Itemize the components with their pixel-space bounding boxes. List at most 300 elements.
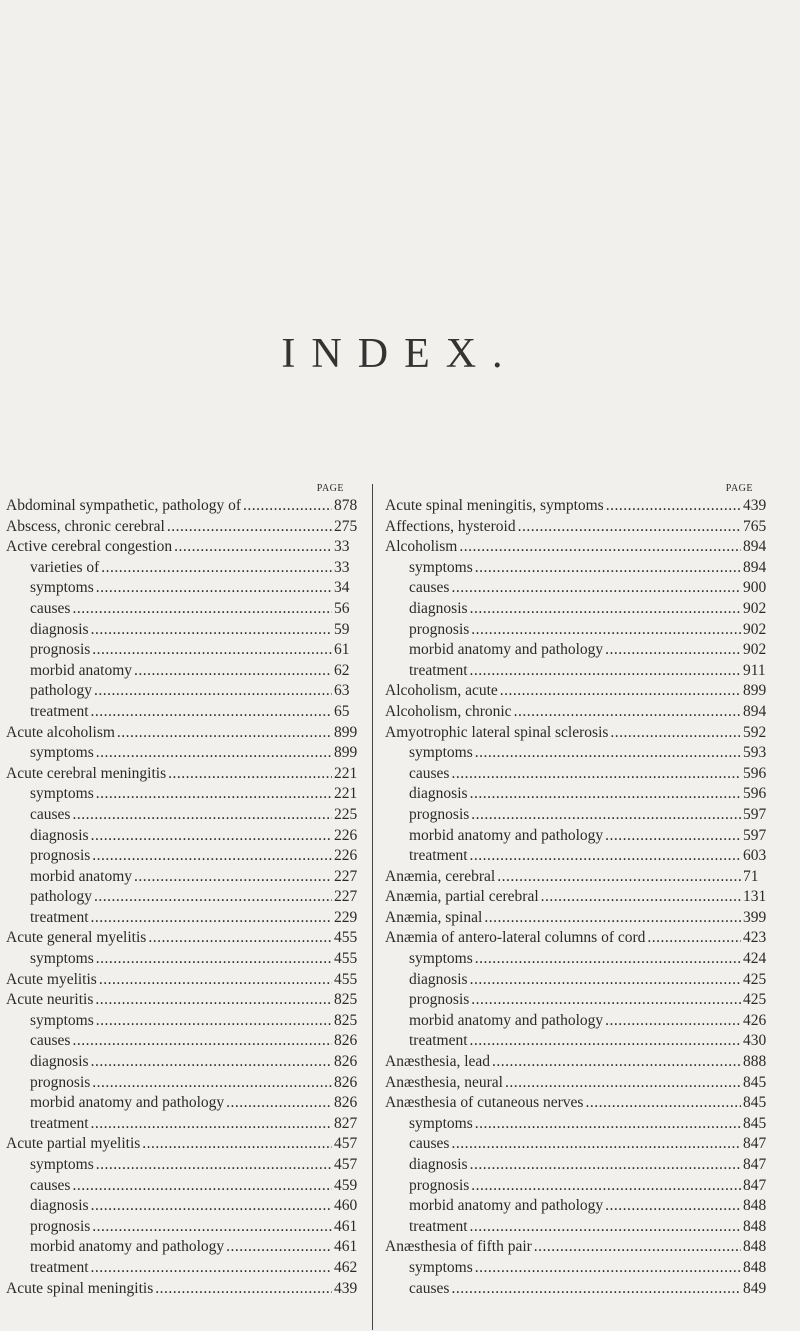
entry-page-number: 847 xyxy=(743,1135,767,1153)
entry-page-number: 226 xyxy=(334,847,358,865)
entry-page-number: 848 xyxy=(743,1238,767,1256)
entry-page-number: 827 xyxy=(334,1114,358,1132)
entry-page-number: 845 xyxy=(743,1094,767,1112)
dot-leader xyxy=(96,1155,332,1176)
entry-page-number: 902 xyxy=(743,620,767,638)
entry-page-number: 226 xyxy=(334,826,358,844)
entry-page-number: 227 xyxy=(334,867,358,885)
index-entry xyxy=(385,867,773,888)
index-entry xyxy=(385,496,773,517)
entry-page-number: 597 xyxy=(743,826,767,844)
index-entry xyxy=(385,702,773,723)
index-subentry xyxy=(6,743,364,764)
index-subentry xyxy=(6,681,364,702)
dot-leader xyxy=(471,805,741,826)
entry-term: symptoms xyxy=(30,579,94,597)
index-subentry xyxy=(385,743,773,764)
index-entries-right xyxy=(385,496,773,1299)
entry-page-number: 826 xyxy=(334,1032,358,1050)
dot-leader xyxy=(451,578,741,599)
entry-page-number: 825 xyxy=(334,991,358,1009)
index-subentry xyxy=(385,1011,773,1032)
entry-term: causes xyxy=(409,1279,450,1297)
column-divider xyxy=(372,484,373,1330)
index-subentry xyxy=(6,578,364,599)
entry-term: Alcoholism, acute xyxy=(385,682,498,700)
entry-term: symptoms xyxy=(30,744,94,762)
entry-term: prognosis xyxy=(409,1176,470,1194)
entry-term: Alcoholism, chronic xyxy=(385,702,512,720)
entry-page-number: 888 xyxy=(743,1053,767,1071)
dot-leader xyxy=(470,970,741,991)
entry-term: prognosis xyxy=(409,991,470,1009)
index-entry xyxy=(6,1279,364,1300)
entry-page-number: 221 xyxy=(334,785,358,803)
index-entries-left xyxy=(6,496,364,1299)
dot-leader xyxy=(497,867,741,888)
entry-term: Abscess, chronic cerebral xyxy=(6,517,165,535)
dot-leader xyxy=(514,702,741,723)
entry-page-number: 848 xyxy=(743,1217,767,1235)
entry-term: diagnosis xyxy=(409,970,468,988)
entry-page-number: 899 xyxy=(334,744,358,762)
dot-leader xyxy=(451,764,741,785)
dot-leader xyxy=(606,496,741,517)
index-subentry xyxy=(385,661,773,682)
index-subentry xyxy=(6,620,364,641)
index-subentry xyxy=(385,599,773,620)
entry-term: causes xyxy=(409,1135,450,1153)
dot-leader xyxy=(505,1073,741,1094)
dot-leader xyxy=(134,661,332,682)
entry-term: Acute myelitis xyxy=(6,970,97,988)
entry-page-number: 33 xyxy=(334,558,350,576)
entry-page-number: 825 xyxy=(334,1011,358,1029)
entry-term: causes xyxy=(409,764,450,782)
index-subentry xyxy=(6,1011,364,1032)
dot-leader xyxy=(475,743,741,764)
dot-leader xyxy=(534,1237,741,1258)
entry-term: morbid anatomy and pathology xyxy=(409,1011,604,1029)
entry-page-number: 593 xyxy=(743,744,767,762)
entry-page-number: 461 xyxy=(334,1238,358,1256)
index-subentry xyxy=(385,826,773,847)
dot-leader xyxy=(605,1196,741,1217)
entry-page-number: 878 xyxy=(334,497,358,514)
entry-page-number: 221 xyxy=(334,764,358,782)
entry-term: Acute general myelitis xyxy=(6,929,147,947)
index-subentry xyxy=(385,1279,773,1300)
entry-page-number: 592 xyxy=(743,723,767,741)
index-subentry xyxy=(385,784,773,805)
page-column-header: PAGE xyxy=(725,483,753,494)
entry-term: Active cerebral congestion xyxy=(6,538,173,556)
entry-page-number: 894 xyxy=(743,702,767,720)
dot-leader xyxy=(101,558,332,579)
entry-term: diagnosis xyxy=(30,1053,89,1071)
index-subentry xyxy=(6,949,364,970)
dot-leader xyxy=(95,990,332,1011)
index-subentry xyxy=(6,867,364,888)
dot-leader xyxy=(226,1093,332,1114)
entry-page-number: 455 xyxy=(334,970,358,988)
index-entry xyxy=(6,928,364,949)
entry-term: prognosis xyxy=(30,641,91,659)
entry-page-number: 603 xyxy=(743,847,767,865)
dot-leader xyxy=(484,908,741,929)
entry-page-number: 848 xyxy=(743,1258,767,1276)
entry-page-number: 459 xyxy=(334,1176,358,1194)
index-subentry xyxy=(6,1052,364,1073)
entry-term: diagnosis xyxy=(30,1197,89,1215)
index-subentry xyxy=(6,908,364,929)
index-subentry xyxy=(6,1155,364,1176)
entry-term: symptoms xyxy=(409,1114,473,1132)
entry-page-number: 457 xyxy=(334,1135,358,1153)
dot-leader xyxy=(94,887,332,908)
entry-page-number: 59 xyxy=(334,620,350,638)
dot-leader xyxy=(91,1258,332,1279)
entry-page-number: 34 xyxy=(334,579,350,597)
entry-term: treatment xyxy=(409,1217,468,1235)
entry-page-number: 33 xyxy=(334,538,350,556)
dot-leader xyxy=(96,743,332,764)
index-subentry xyxy=(6,558,364,579)
dot-leader xyxy=(470,784,741,805)
entry-page-number: 826 xyxy=(334,1073,358,1091)
index-entry xyxy=(385,1073,773,1094)
entry-page-number: 56 xyxy=(334,599,350,617)
index-subentry xyxy=(385,558,773,579)
index-subentry xyxy=(385,949,773,970)
index-subentry xyxy=(6,887,364,908)
entry-page-number: 229 xyxy=(334,908,358,926)
index-subentry xyxy=(385,578,773,599)
dot-leader xyxy=(117,723,332,744)
entry-term: symptoms xyxy=(409,1258,473,1276)
entry-term: Anæsthesia, lead xyxy=(385,1053,491,1071)
entry-page-number: 131 xyxy=(743,888,767,906)
dot-leader xyxy=(451,1279,741,1300)
index-subentry xyxy=(6,784,364,805)
dot-leader xyxy=(92,640,332,661)
entry-page-number: 455 xyxy=(334,950,358,968)
index-entry xyxy=(6,764,364,785)
index-subentry xyxy=(385,1176,773,1197)
entry-term: morbid anatomy xyxy=(30,661,133,679)
index-subentry xyxy=(6,1114,364,1135)
entry-page-number: 826 xyxy=(334,1094,358,1112)
index-subentry xyxy=(6,640,364,661)
entry-page-number: 423 xyxy=(743,929,767,947)
entry-term: treatment xyxy=(409,847,468,865)
entry-term: prognosis xyxy=(409,805,470,823)
index-subentry xyxy=(385,764,773,785)
dot-leader xyxy=(610,723,741,744)
index-subentry xyxy=(385,805,773,826)
entry-term: Anæmia, spinal xyxy=(385,908,483,926)
index-subentry xyxy=(6,1196,364,1217)
entry-page-number: 847 xyxy=(743,1176,767,1194)
entry-term: morbid anatomy and pathology xyxy=(409,1197,604,1215)
entry-term: Anæmia, cerebral xyxy=(385,867,496,885)
entry-page-number: 765 xyxy=(743,517,767,535)
entry-page-number: 596 xyxy=(743,764,767,782)
dot-leader xyxy=(92,1073,332,1094)
index-subentry xyxy=(6,1237,364,1258)
dot-leader xyxy=(459,537,741,558)
entry-term: morbid anatomy and pathology xyxy=(409,641,604,659)
index-subentry xyxy=(6,702,364,723)
dot-leader xyxy=(475,1258,741,1279)
index-column-right xyxy=(385,482,773,1299)
dot-leader xyxy=(475,558,741,579)
entry-term: Acute alcoholism xyxy=(6,723,115,741)
entry-page-number: 455 xyxy=(334,929,358,947)
index-subentry xyxy=(6,826,364,847)
index-subentry xyxy=(6,1258,364,1279)
entry-term: symptoms xyxy=(30,1156,94,1173)
entry-term: causes xyxy=(409,579,450,597)
entry-page-number: 227 xyxy=(334,888,358,906)
dot-leader xyxy=(91,826,332,847)
entry-term: causes xyxy=(30,599,71,617)
entry-page-number: 425 xyxy=(743,991,767,1009)
index-subentry xyxy=(6,1093,364,1114)
entry-term: symptoms xyxy=(30,950,94,968)
entry-term: symptoms xyxy=(409,950,473,968)
entry-term: Anæmia of antero-lateral columns of cord xyxy=(385,929,646,947)
page-title: INDEX. xyxy=(281,331,519,377)
index-subentry xyxy=(385,620,773,641)
dot-leader xyxy=(451,1134,741,1155)
index-subentry xyxy=(385,1031,773,1052)
entry-page-number: 848 xyxy=(743,1197,767,1215)
dot-leader xyxy=(470,1031,741,1052)
dot-leader xyxy=(94,681,332,702)
entry-term: treatment xyxy=(409,661,468,679)
index-entry xyxy=(6,990,364,1011)
index-subentry xyxy=(385,990,773,1011)
dot-leader xyxy=(168,764,332,785)
entry-term: symptoms xyxy=(409,558,473,576)
entry-term: treatment xyxy=(30,908,89,926)
entry-term: diagnosis xyxy=(30,826,89,844)
dot-leader xyxy=(72,599,332,620)
dot-leader xyxy=(605,826,741,847)
dot-leader xyxy=(500,681,741,702)
entry-term: Acute cerebral meningitis xyxy=(6,764,167,782)
entry-term: morbid anatomy xyxy=(30,867,133,885)
dot-leader xyxy=(96,578,332,599)
entry-page-number: 424 xyxy=(743,950,767,968)
entry-term: morbid anatomy and pathology xyxy=(30,1094,225,1112)
dot-leader xyxy=(91,702,332,723)
entry-term: causes xyxy=(30,1176,71,1194)
index-subentry xyxy=(385,1134,773,1155)
index-subentry xyxy=(6,1073,364,1094)
entry-term: prognosis xyxy=(30,1073,91,1091)
entry-term: treatment xyxy=(30,702,89,720)
entry-term: treatment xyxy=(409,1032,468,1050)
dot-leader xyxy=(167,517,332,538)
index-entry xyxy=(385,517,773,538)
entry-page-number: 62 xyxy=(334,661,350,679)
dot-leader xyxy=(475,949,741,970)
dot-leader xyxy=(647,928,741,949)
dot-leader xyxy=(518,517,741,538)
index-entry xyxy=(385,1237,773,1258)
entry-term: causes xyxy=(30,1032,71,1050)
entry-page-number: 426 xyxy=(743,1011,767,1029)
dot-leader xyxy=(470,661,741,682)
index-entry xyxy=(385,887,773,908)
index-column-left xyxy=(6,482,364,1299)
index-entry xyxy=(385,723,773,744)
entry-page-number: 461 xyxy=(334,1217,358,1235)
dot-leader xyxy=(470,599,741,620)
dot-leader xyxy=(99,970,332,991)
index-entry xyxy=(6,537,364,558)
entry-page-number: 65 xyxy=(334,702,350,720)
entry-term: treatment xyxy=(30,1258,89,1276)
index-subentry xyxy=(385,1258,773,1279)
index-subentry xyxy=(385,1196,773,1217)
dot-leader xyxy=(96,1011,332,1032)
entry-term: symptoms xyxy=(409,744,473,762)
index-subentry xyxy=(6,805,364,826)
dot-leader xyxy=(92,1217,332,1238)
entry-page-number: 460 xyxy=(334,1197,358,1215)
entry-page-number: 597 xyxy=(743,805,767,823)
dot-leader xyxy=(471,620,741,641)
entry-page-number: 847 xyxy=(743,1156,767,1173)
entry-page-number: 911 xyxy=(743,661,766,679)
dot-leader xyxy=(142,1134,332,1155)
dot-leader xyxy=(91,908,332,929)
entry-page-number: 894 xyxy=(743,558,767,576)
dot-leader xyxy=(72,1176,332,1197)
dot-leader xyxy=(243,496,332,517)
entry-page-number: 596 xyxy=(743,785,767,803)
index-entry xyxy=(385,908,773,929)
entry-term: varieties of xyxy=(30,558,100,576)
index-entry xyxy=(385,928,773,949)
dot-leader xyxy=(470,1155,741,1176)
entry-term: Acute partial myelitis xyxy=(6,1135,141,1153)
entry-term: diagnosis xyxy=(30,620,89,638)
entry-term: symptoms xyxy=(30,785,94,803)
entry-page-number: 61 xyxy=(334,641,350,659)
dot-leader xyxy=(471,990,741,1011)
entry-term: prognosis xyxy=(30,847,91,865)
index-entry xyxy=(385,1093,773,1114)
index-entry xyxy=(6,723,364,744)
dot-leader xyxy=(471,1176,741,1197)
index-entry xyxy=(385,1052,773,1073)
entry-page-number: 899 xyxy=(334,723,358,741)
entry-page-number: 71 xyxy=(743,867,759,885)
dot-leader xyxy=(91,1114,332,1135)
index-subentry xyxy=(6,1031,364,1052)
entry-page-number: 225 xyxy=(334,805,358,823)
entry-page-number: 826 xyxy=(334,1053,358,1071)
dot-leader xyxy=(155,1279,332,1300)
index-entry xyxy=(6,496,364,517)
index-subentry xyxy=(385,846,773,867)
entry-page-number: 275 xyxy=(334,517,358,535)
entry-page-number: 63 xyxy=(334,682,350,700)
entry-term: diagnosis xyxy=(409,599,468,617)
entry-term: treatment xyxy=(30,1114,89,1132)
index-entry xyxy=(385,681,773,702)
entry-term: pathology xyxy=(30,682,92,700)
entry-page-number: 425 xyxy=(743,970,767,988)
entry-term: prognosis xyxy=(409,620,470,638)
dot-leader xyxy=(585,1093,741,1114)
dot-leader xyxy=(470,846,741,867)
entry-term: Acute spinal meningitis xyxy=(6,1279,154,1297)
entry-page-number: 899 xyxy=(743,682,767,700)
entry-term: Anæsthesia of fifth pair xyxy=(385,1238,532,1256)
entry-page-number: 439 xyxy=(334,1279,358,1297)
dot-leader xyxy=(475,1114,741,1135)
entry-term: Affections, hysteroid xyxy=(385,517,516,535)
dot-leader xyxy=(72,805,332,826)
index-subentry xyxy=(6,846,364,867)
index-subentry xyxy=(385,1114,773,1135)
dot-leader xyxy=(96,784,332,805)
dot-leader xyxy=(541,887,741,908)
index-subentry xyxy=(6,661,364,682)
dot-leader xyxy=(91,1052,332,1073)
entry-term: Acute spinal meningitis, symptoms xyxy=(385,497,604,514)
index-subentry xyxy=(385,1217,773,1238)
entry-term: Alcoholism xyxy=(385,538,458,556)
dot-leader xyxy=(226,1237,332,1258)
index-subentry xyxy=(6,1217,364,1238)
dot-leader xyxy=(91,1196,332,1217)
entry-page-number: 902 xyxy=(743,599,767,617)
entry-page-number: 439 xyxy=(743,497,767,514)
index-subentry xyxy=(385,970,773,991)
index-subentry xyxy=(6,1176,364,1197)
entry-term: Abdominal sympathetic, pathology of xyxy=(6,497,242,514)
entry-term: Anæsthesia, neural xyxy=(385,1073,503,1091)
index-subentry xyxy=(6,599,364,620)
entry-page-number: 849 xyxy=(743,1279,767,1297)
entry-term: prognosis xyxy=(30,1217,91,1235)
dot-leader xyxy=(96,949,332,970)
dot-leader xyxy=(134,867,332,888)
dot-leader xyxy=(492,1052,741,1073)
entry-page-number: 457 xyxy=(334,1156,358,1173)
entry-term: Anæsthesia of cutaneous nerves xyxy=(385,1094,584,1112)
index-entry xyxy=(6,1134,364,1155)
entry-term: Acute neuritis xyxy=(6,991,94,1009)
dot-leader xyxy=(605,1011,741,1032)
index-subentry xyxy=(385,1155,773,1176)
entry-page-number: 902 xyxy=(743,641,767,659)
dot-leader xyxy=(92,846,332,867)
entry-page-number: 399 xyxy=(743,908,767,926)
entry-term: morbid anatomy and pathology xyxy=(30,1238,225,1256)
index-entry xyxy=(385,537,773,558)
entry-term: causes xyxy=(30,805,71,823)
entry-term: Anæmia, partial cerebral xyxy=(385,888,539,906)
entry-page-number: 900 xyxy=(743,579,767,597)
index-entry xyxy=(6,970,364,991)
